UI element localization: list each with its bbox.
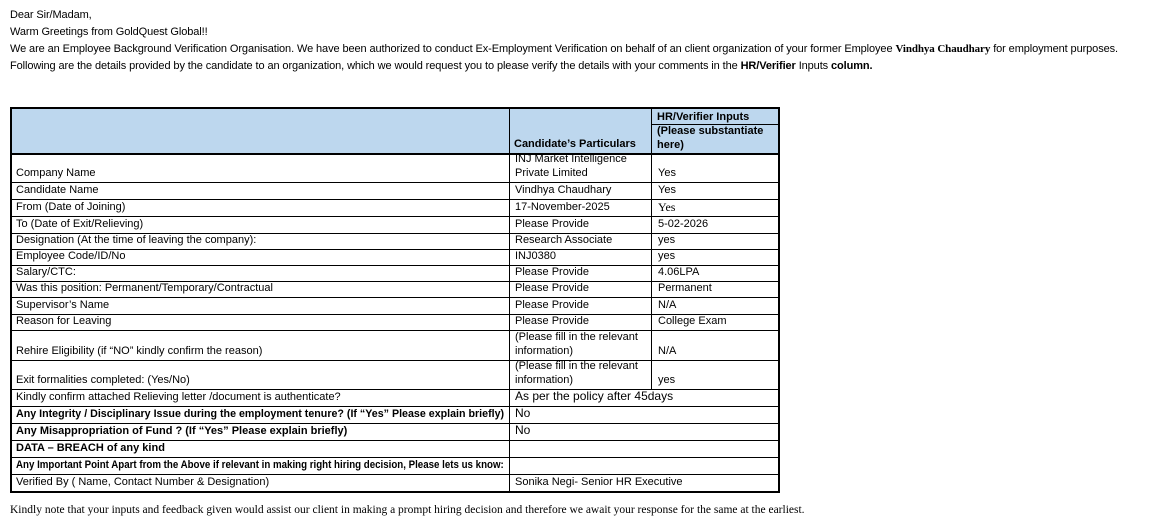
row-verifier-cell: Yes [658,167,676,179]
row-label-cell: Supervisor’s Name [12,298,510,314]
table-header-row [12,109,778,155]
intro-line [10,7,1150,24]
row-value-cell-merged: As per the policy after 45days [515,390,674,403]
row-label-cell: Salary/CTC: [12,266,510,281]
row-verifier-cell: Permanent [658,282,712,294]
row-verifier-cell: Yes [658,184,676,196]
intro-text-segment: Dear Sir/Madam, [10,9,92,21]
row-label-cell: Reason for Leaving [12,315,510,330]
row-label-cell: Rehire Eligibility (if “NO” kindly confirm the reason) [12,331,510,360]
intro-paragraph [10,7,1150,75]
table-body [12,155,778,491]
row-label-cell: To (Date of Exit/Relieving) [12,217,510,233]
header-cell-hr-verifier [652,109,778,153]
table-row [12,298,778,315]
row-particulars-cell: Please Provide [510,282,652,297]
row-value-cell-merged: No [515,424,531,437]
header-cell-blank [12,109,510,153]
row-label-cell: From (Date of Joining) [12,200,510,216]
table-row [12,441,778,458]
header-please-substantiate: (Please substantiate here) [652,125,778,153]
intro-line [10,24,1150,41]
row-particulars-cell: (Please fill in the relevant information) [510,331,652,360]
row-label-cell: Exit formalities completed: (Yes/No) [12,361,510,389]
table-row [12,266,778,282]
intro-text-segment: Warm Greetings from GoldQuest Global!! [10,26,208,38]
row-particulars-cell: 17-November-2025 [510,200,652,216]
row-particulars-cell: INJ Market Intelligence Private Limited [510,155,652,182]
row-label-cell: Any Integrity / Disciplinary Issue during the employment tenure? (If “Yes” Please explain briefly) [12,407,510,423]
row-label-cell: Company Name [12,155,510,182]
row-verifier-cell: N/A [658,345,677,357]
table-row [12,407,778,424]
row-particulars-cell: (Please fill in the relevant information) [510,361,652,389]
row-particulars-cell: Please Provide [510,217,652,233]
row-label-cell: Was this position: Permanent/Temporary/Contractual [12,282,510,297]
row-verifier-cell: Yes [658,200,676,214]
table-row [12,250,778,266]
intro-text-segment: HR/Verifier [740,60,796,72]
row-label-cell: Any Important Point Apart from the Above if relevant in making right hiring decision, Please lets us know: [12,458,510,474]
header-cell-candidate-particulars: Candidate’s Particulars [510,109,652,153]
row-verifier-cell: 5-02-2026 [658,218,709,230]
intro-line [10,58,1150,75]
row-label-cell: Kindly confirm attached Relieving letter /document is authenticate? [12,390,510,406]
table-row [12,282,778,298]
table-row [12,458,778,475]
table-row [12,155,778,183]
row-verifier-cell: College Exam [658,315,727,327]
table-row [12,183,778,200]
table-row [12,217,778,234]
row-label-cell: Employee Code/ID/No [12,250,510,265]
row-particulars-cell: Please Provide [510,266,652,281]
footer-note-text: Kindly note that your inputs and feedback given would assist our client in making a prompt hiring decision and therefore we await your response for the same at the earliest. [10,504,805,516]
footer-note [10,504,1150,516]
row-value-cell-merged [510,441,778,457]
row-particulars-cell: Research Associate [510,234,652,249]
table-row [12,390,778,407]
intro-text-segment: column. [831,60,873,72]
row-particulars-cell: Please Provide [510,298,652,314]
row-value-cell-merged [510,458,778,474]
row-verifier-cell: yes [658,250,676,262]
row-label-cell: Any Misappropriation of Fund ? (If “Yes” Please explain briefly) [12,424,510,440]
row-particulars-cell: INJ0380 [510,250,652,265]
table-row [12,424,778,441]
row-verifier-cell: N/A [658,299,677,311]
row-label-cell: Verified By ( Name, Contact Number & Designation) [12,475,510,491]
row-particulars-cell: Please Provide [510,315,652,330]
row-verifier-cell: yes [658,234,676,246]
row-particulars-cell: Vindhya Chaudhary [510,183,652,199]
row-value-cell-merged: Sonika Negi- Senior HR Executive [515,476,683,488]
table-row [12,475,778,491]
header-hr-verifier-inputs: HR/Verifier Inputs [652,109,778,125]
table-row [12,361,778,390]
intro-text-segment: Following are the details provided by the candidate to an organization, which we would request you to please verify the details with your comments in the [10,60,741,72]
intro-text-segment: Vindhya Chaudhary [895,43,991,55]
intro-text-segment: We are an Employee Background Verification Organisation. We have been authorized to conduct Ex-Employment Verification on behalf of an client organization of your former Employee [10,43,896,55]
table-row [12,331,778,361]
verification-table [10,107,780,493]
row-label-cell: DATA – BREACH of any kind [12,441,510,457]
row-label-cell: Candidate Name [12,183,510,199]
row-value-cell-merged: No [515,407,531,420]
table-row [12,315,778,331]
row-label-cell: Designation (At the time of leaving the company): [12,234,510,249]
intro-text-segment: for employment purposes. [990,43,1118,55]
row-verifier-cell: 4.06LPA [658,266,700,278]
table-row [12,200,778,217]
intro-line [10,41,1150,58]
table-row [12,234,778,250]
row-verifier-cell: yes [658,374,676,386]
intro-text-segment: Inputs [795,60,832,72]
